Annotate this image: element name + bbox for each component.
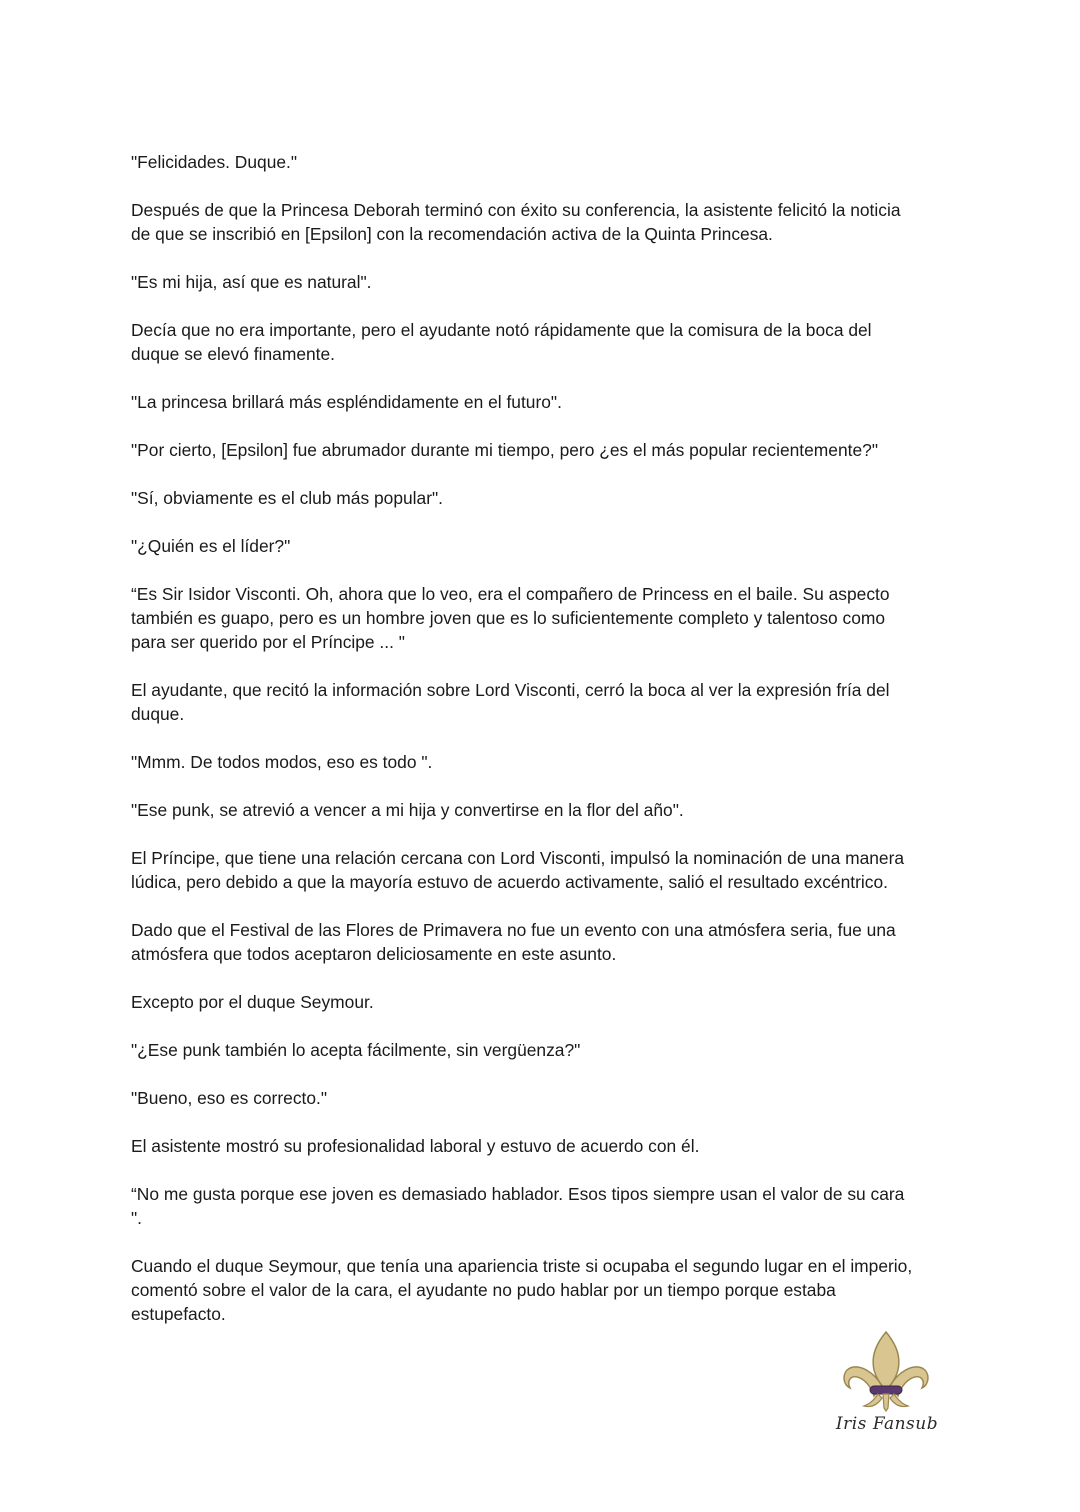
paragraph-19: “No me gusta porque ese joven es demasiado hablador. Esos tipos siempre usan el valor de su cara ". xyxy=(131,1184,905,1228)
paragraph-14: Dado que el Festival de las Flores de Primavera no fue un evento con una atmósfera seria, fue una atmósfera que todos aceptaron deliciosamente en este asunto. xyxy=(131,920,896,964)
paragraph-10: El ayudante, que recitó la información sobre Lord Visconti, cerró la boca al ver la expresión fría del duque. xyxy=(131,680,890,724)
paragraph-6: "Por cierto, [Epsilon] fue abrumador durante mi tiempo, pero ¿es el más popular recientemente?" xyxy=(131,440,878,460)
paragraph-8: "¿Quién es el líder?" xyxy=(131,536,291,556)
paragraph-12: "Ese punk, se atrevió a vencer a mi hija y convertirse en la flor del año". xyxy=(131,800,684,820)
paragraph-17: "Bueno, eso es correcto." xyxy=(131,1088,328,1108)
paragraph-20: Cuando el duque Seymour, que tenía una apariencia triste si ocupaba el segundo lugar en el imperio, comentó sobre el valor de la cara, el ayudante no pudo hablar por un tiempo porque estaba estupefacto. xyxy=(131,1256,913,1324)
paragraph-1: "Felicidades. Duque." xyxy=(131,152,298,172)
paragraph-7: "Sí, obviamente es el club más popular". xyxy=(131,488,444,508)
paragraph-3: "Es mi hija, así que es natural". xyxy=(131,272,372,292)
logo-text: Iris Fansub xyxy=(835,1414,939,1434)
paragraph-5: "La princesa brillará más espléndidamente en el futuro". xyxy=(131,392,562,412)
paragraph-18: El asistente mostró su profesionalidad laboral y estuvo de acuerdo con él. xyxy=(131,1136,700,1156)
paragraph-11: "Mmm. De todos modos, eso es todo ". xyxy=(131,752,433,772)
paragraph-2: Después de que la Princesa Deborah terminó con éxito su conferencia, la asistente felicitó la noticia de que se inscribió en [Epsilon] con la recomendación activa de la Quinta Princesa. xyxy=(131,200,901,244)
paragraph-9: “Es Sir Isidor Visconti. Oh, ahora que lo veo, era el compañero de Princess en el baile. Su aspecto también es guapo, pero es un hombre joven que es lo suficientemente completo y talentoso como para ser querido por el Príncipe ... " xyxy=(131,584,890,652)
fleur-de-lis-icon xyxy=(836,1330,936,1412)
paragraph-15: Excepto por el duque Seymour. xyxy=(131,992,374,1012)
document-body xyxy=(131,150,951,1350)
watermark-logo xyxy=(832,1330,942,1442)
paragraph-13: El Príncipe, que tiene una relación cercana con Lord Visconti, impulsó la nominación de una manera lúdica, pero debido a que la mayoría estuvo de acuerdo activamente, salió el resultado excéntrico. xyxy=(131,848,905,892)
paragraph-4: Decía que no era importante, pero el ayudante notó rápidamente que la comisura de la boca del duque se elevó finamente. xyxy=(131,320,872,364)
paragraph-16: "¿Ese punk también lo acepta fácilmente, sin vergüenza?" xyxy=(131,1040,581,1060)
